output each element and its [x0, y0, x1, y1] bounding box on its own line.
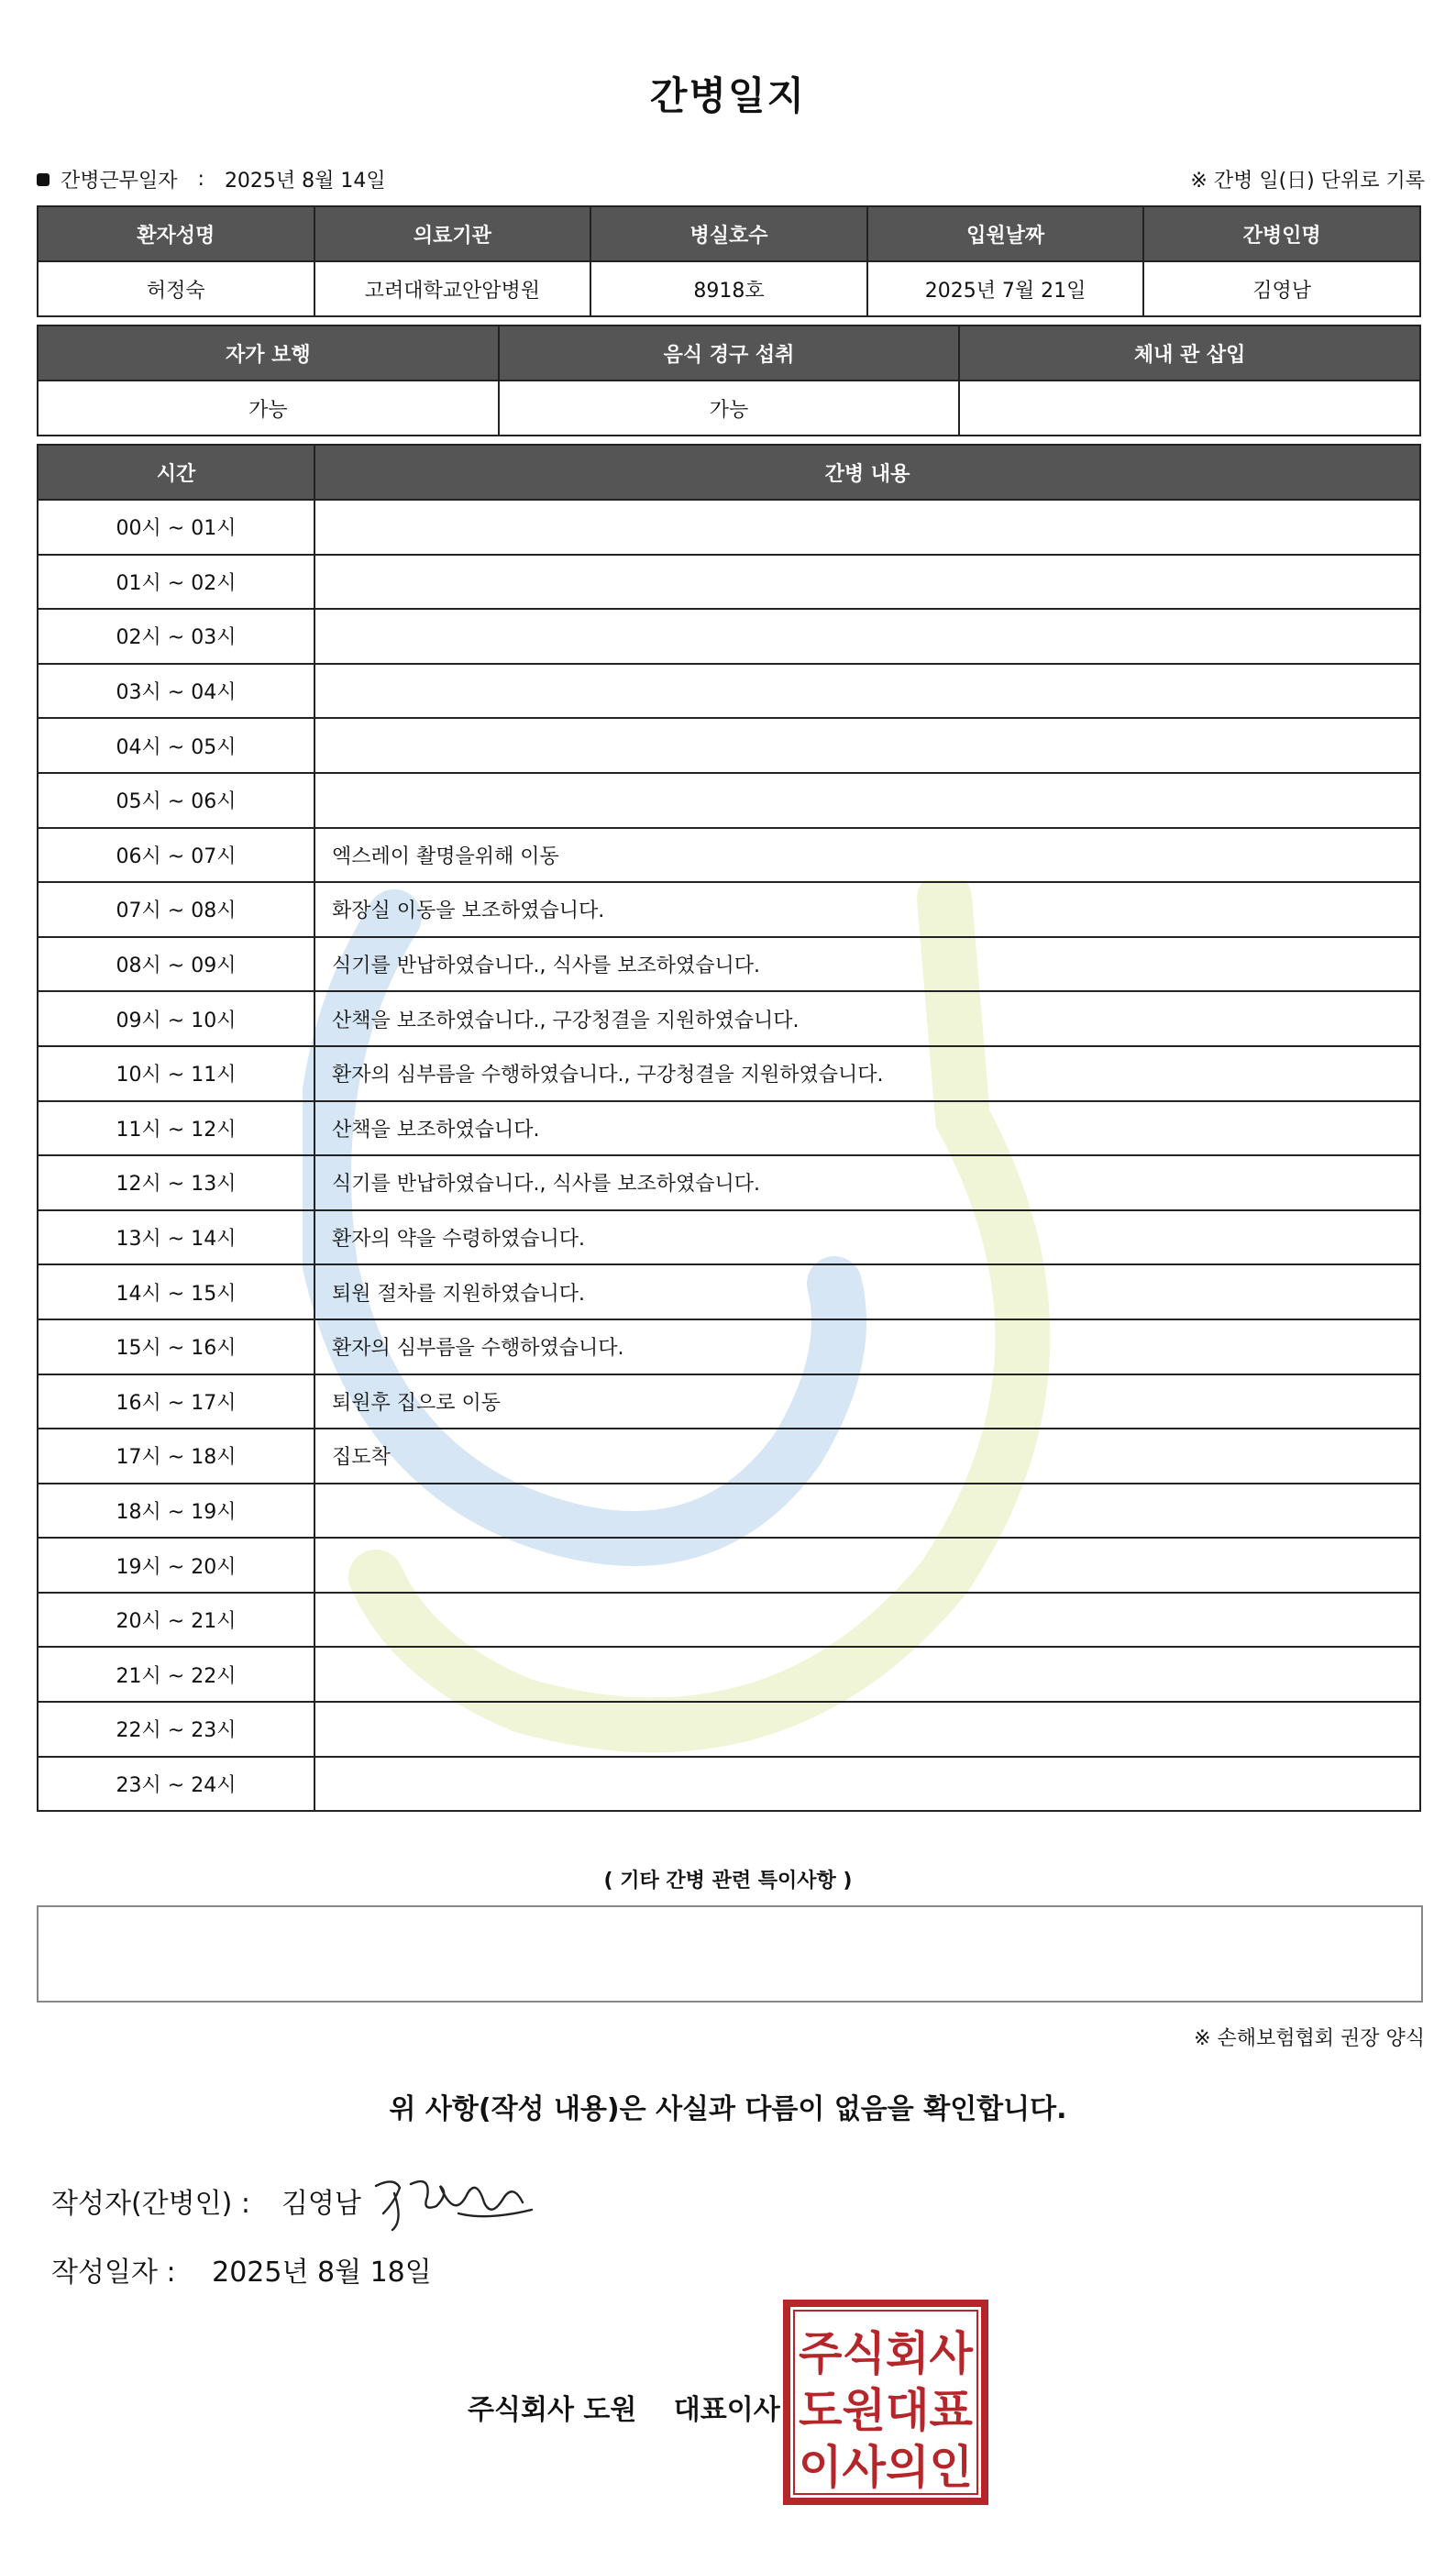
time-slot: 07시 ~ 08시 — [38, 882, 314, 937]
header-self-walking: 자가 보행 — [38, 326, 499, 381]
care-log-row — [38, 1429, 1420, 1484]
header-time: 시간 — [38, 445, 314, 500]
care-content — [314, 609, 1420, 664]
patient-info-header-row — [38, 206, 1420, 261]
writer-name: 김영남 — [281, 2188, 361, 2220]
care-log-row — [38, 1210, 1420, 1265]
care-content: 환자의 심부름을 수행하였습니다. — [314, 1319, 1420, 1374]
care-content: 식기를 반납하였습니다., 식사를 보조하였습니다. — [314, 937, 1420, 992]
care-content — [314, 500, 1420, 555]
status-header-row — [38, 326, 1420, 381]
care-log-body — [38, 500, 1420, 1811]
care-content: 화장실 이동을 보조하였습니다. — [314, 882, 1420, 937]
svg-text:주식회사: 주식회사 — [799, 2327, 974, 2380]
care-log-row — [38, 1484, 1420, 1539]
time-slot: 20시 ~ 21시 — [38, 1593, 314, 1648]
work-date-row — [37, 165, 386, 193]
care-content: 퇴원후 집으로 이동 — [314, 1374, 1420, 1429]
care-log-row — [38, 1593, 1420, 1648]
notes-box — [37, 1905, 1423, 2003]
company-signature-line — [468, 2387, 780, 2427]
time-slot: 11시 ~ 12시 — [38, 1101, 314, 1156]
association-note: ※ 손해보험협회 권장 양식 — [1194, 2027, 1425, 2050]
self-walking-value: 가능 — [38, 381, 499, 436]
patient-info-value-row — [38, 261, 1420, 316]
care-log-row — [38, 1155, 1420, 1210]
time-slot: 09시 ~ 10시 — [38, 991, 314, 1046]
care-content — [314, 664, 1420, 719]
care-content — [314, 1647, 1420, 1702]
page-title: 간병일지 — [649, 73, 807, 118]
care-content: 산책을 보조하였습니다., 구강청결을 지원하였습니다. — [314, 991, 1420, 1046]
time-slot: 06시 ~ 07시 — [38, 828, 314, 883]
record-unit-note: ※ 간병 일(日) 단위로 기록 — [1190, 170, 1425, 193]
written-date-value: 2025년 8월 18일 — [212, 2257, 432, 2289]
care-log-row — [38, 1538, 1420, 1593]
care-log-row — [38, 1046, 1420, 1101]
time-slot: 22시 ~ 23시 — [38, 1702, 314, 1757]
time-slot: 08시 ~ 09시 — [38, 937, 314, 992]
tube-insertion-value — [959, 381, 1420, 436]
time-slot: 12시 ~ 13시 — [38, 1155, 314, 1210]
written-date-label: 작성일자 : — [51, 2257, 176, 2289]
care-log-row — [38, 609, 1420, 664]
care-log-row — [38, 500, 1420, 555]
time-slot: 05시 ~ 06시 — [38, 773, 314, 828]
care-content — [314, 1702, 1420, 1757]
care-log-row — [38, 828, 1420, 883]
care-log-row — [38, 1647, 1420, 1702]
header-tube-insertion: 체내 관 삽입 — [959, 326, 1420, 381]
care-content — [314, 555, 1420, 610]
notes-title: ( 기타 간병 관련 특이사항 ) — [603, 1870, 853, 1892]
work-date-separator: : — [197, 168, 204, 191]
care-content: 환자의 약을 수령하였습니다. — [314, 1210, 1420, 1265]
header-patient-name: 환자성명 — [38, 206, 314, 261]
time-slot: 18시 ~ 19시 — [38, 1484, 314, 1539]
svg-text:도원대표: 도원대표 — [799, 2384, 974, 2437]
room-number: 8918호 — [590, 261, 867, 316]
header-hospital: 의료기관 — [314, 206, 591, 261]
care-log-row — [38, 1319, 1420, 1374]
care-log-row — [38, 937, 1420, 992]
header-caregiver-name: 간병인명 — [1143, 206, 1420, 261]
header-oral-intake: 음식 경구 섭취 — [499, 326, 960, 381]
time-slot: 10시 ~ 11시 — [38, 1046, 314, 1101]
care-log-row — [38, 991, 1420, 1046]
patient-status-table — [37, 325, 1421, 436]
care-content — [314, 1757, 1420, 1812]
bullet-square-icon — [37, 173, 50, 186]
writer-label: 작성자(간병인) : — [51, 2188, 250, 2220]
time-slot: 17시 ~ 18시 — [38, 1429, 314, 1484]
care-log-row — [38, 555, 1420, 610]
care-content: 식기를 반납하였습니다., 식사를 보조하였습니다. — [314, 1155, 1420, 1210]
care-log-row — [38, 882, 1420, 937]
care-log-row — [38, 664, 1420, 719]
care-content — [314, 1538, 1420, 1593]
written-date-row — [51, 2249, 432, 2290]
header-admission-date: 입원날짜 — [867, 206, 1144, 261]
status-value-row — [38, 381, 1420, 436]
handwritten-signature — [367, 2166, 541, 2239]
care-content: 집도착 — [314, 1429, 1420, 1484]
care-content: 환자의 심부름을 수행하였습니다., 구강청결을 지원하였습니다. — [314, 1046, 1420, 1101]
care-content — [314, 773, 1420, 828]
care-content — [314, 1484, 1420, 1539]
time-slot: 23시 ~ 24시 — [38, 1757, 314, 1812]
hospital-name: 고려대학교안암병원 — [314, 261, 591, 316]
time-slot: 16시 ~ 17시 — [38, 1374, 314, 1429]
time-slot: 13시 ~ 14시 — [38, 1210, 314, 1265]
header-care-content: 간병 내용 — [314, 445, 1420, 500]
patient-name: 허정숙 — [38, 261, 314, 316]
care-content: 산책을 보조하였습니다. — [314, 1101, 1420, 1156]
time-slot: 14시 ~ 15시 — [38, 1264, 314, 1319]
confirmation-statement: 위 사항(작성 내용)은 사실과 다름이 없음을 확인합니다. — [389, 2093, 1067, 2125]
company-seal-stamp — [783, 2300, 988, 2505]
care-log-row — [38, 1374, 1420, 1429]
work-date-value: 2025년 8월 14일 — [224, 170, 386, 193]
care-log-row — [38, 718, 1420, 773]
care-content: 퇴원 절차를 지원하였습니다. — [314, 1264, 1420, 1319]
care-log-row — [38, 1101, 1420, 1156]
care-log-row — [38, 773, 1420, 828]
time-slot: 19시 ~ 20시 — [38, 1538, 314, 1593]
patient-info-table — [37, 205, 1421, 317]
care-log-row — [38, 1264, 1420, 1319]
time-slot: 02시 ~ 03시 — [38, 609, 314, 664]
writer-row — [51, 2180, 361, 2221]
care-log-table — [37, 444, 1421, 1812]
time-slot: 15시 ~ 16시 — [38, 1319, 314, 1374]
company-name: 주식회사 도원 — [468, 2394, 637, 2426]
care-content: 엑스레이 촬명을위해 이동 — [314, 828, 1420, 883]
time-slot: 01시 ~ 02시 — [38, 555, 314, 610]
care-content — [314, 1593, 1420, 1648]
care-log-row — [38, 1702, 1420, 1757]
time-slot: 00시 ~ 01시 — [38, 500, 314, 555]
ceo-title: 대표이사 — [673, 2394, 780, 2426]
time-slot: 03시 ~ 04시 — [38, 664, 314, 719]
care-content — [314, 718, 1420, 773]
oral-intake-value: 가능 — [499, 381, 960, 436]
caregiver-name: 김영남 — [1143, 261, 1420, 316]
time-slot: 04시 ~ 05시 — [38, 718, 314, 773]
header-room-number: 병실호수 — [590, 206, 867, 261]
admission-date: 2025년 7월 21일 — [867, 261, 1144, 316]
care-log-row — [38, 1757, 1420, 1812]
work-date-label: 간병근무일자 — [61, 170, 178, 193]
time-slot: 21시 ~ 22시 — [38, 1647, 314, 1702]
care-log-header-row — [38, 445, 1420, 500]
svg-text:이사의인: 이사의인 — [799, 2441, 973, 2494]
